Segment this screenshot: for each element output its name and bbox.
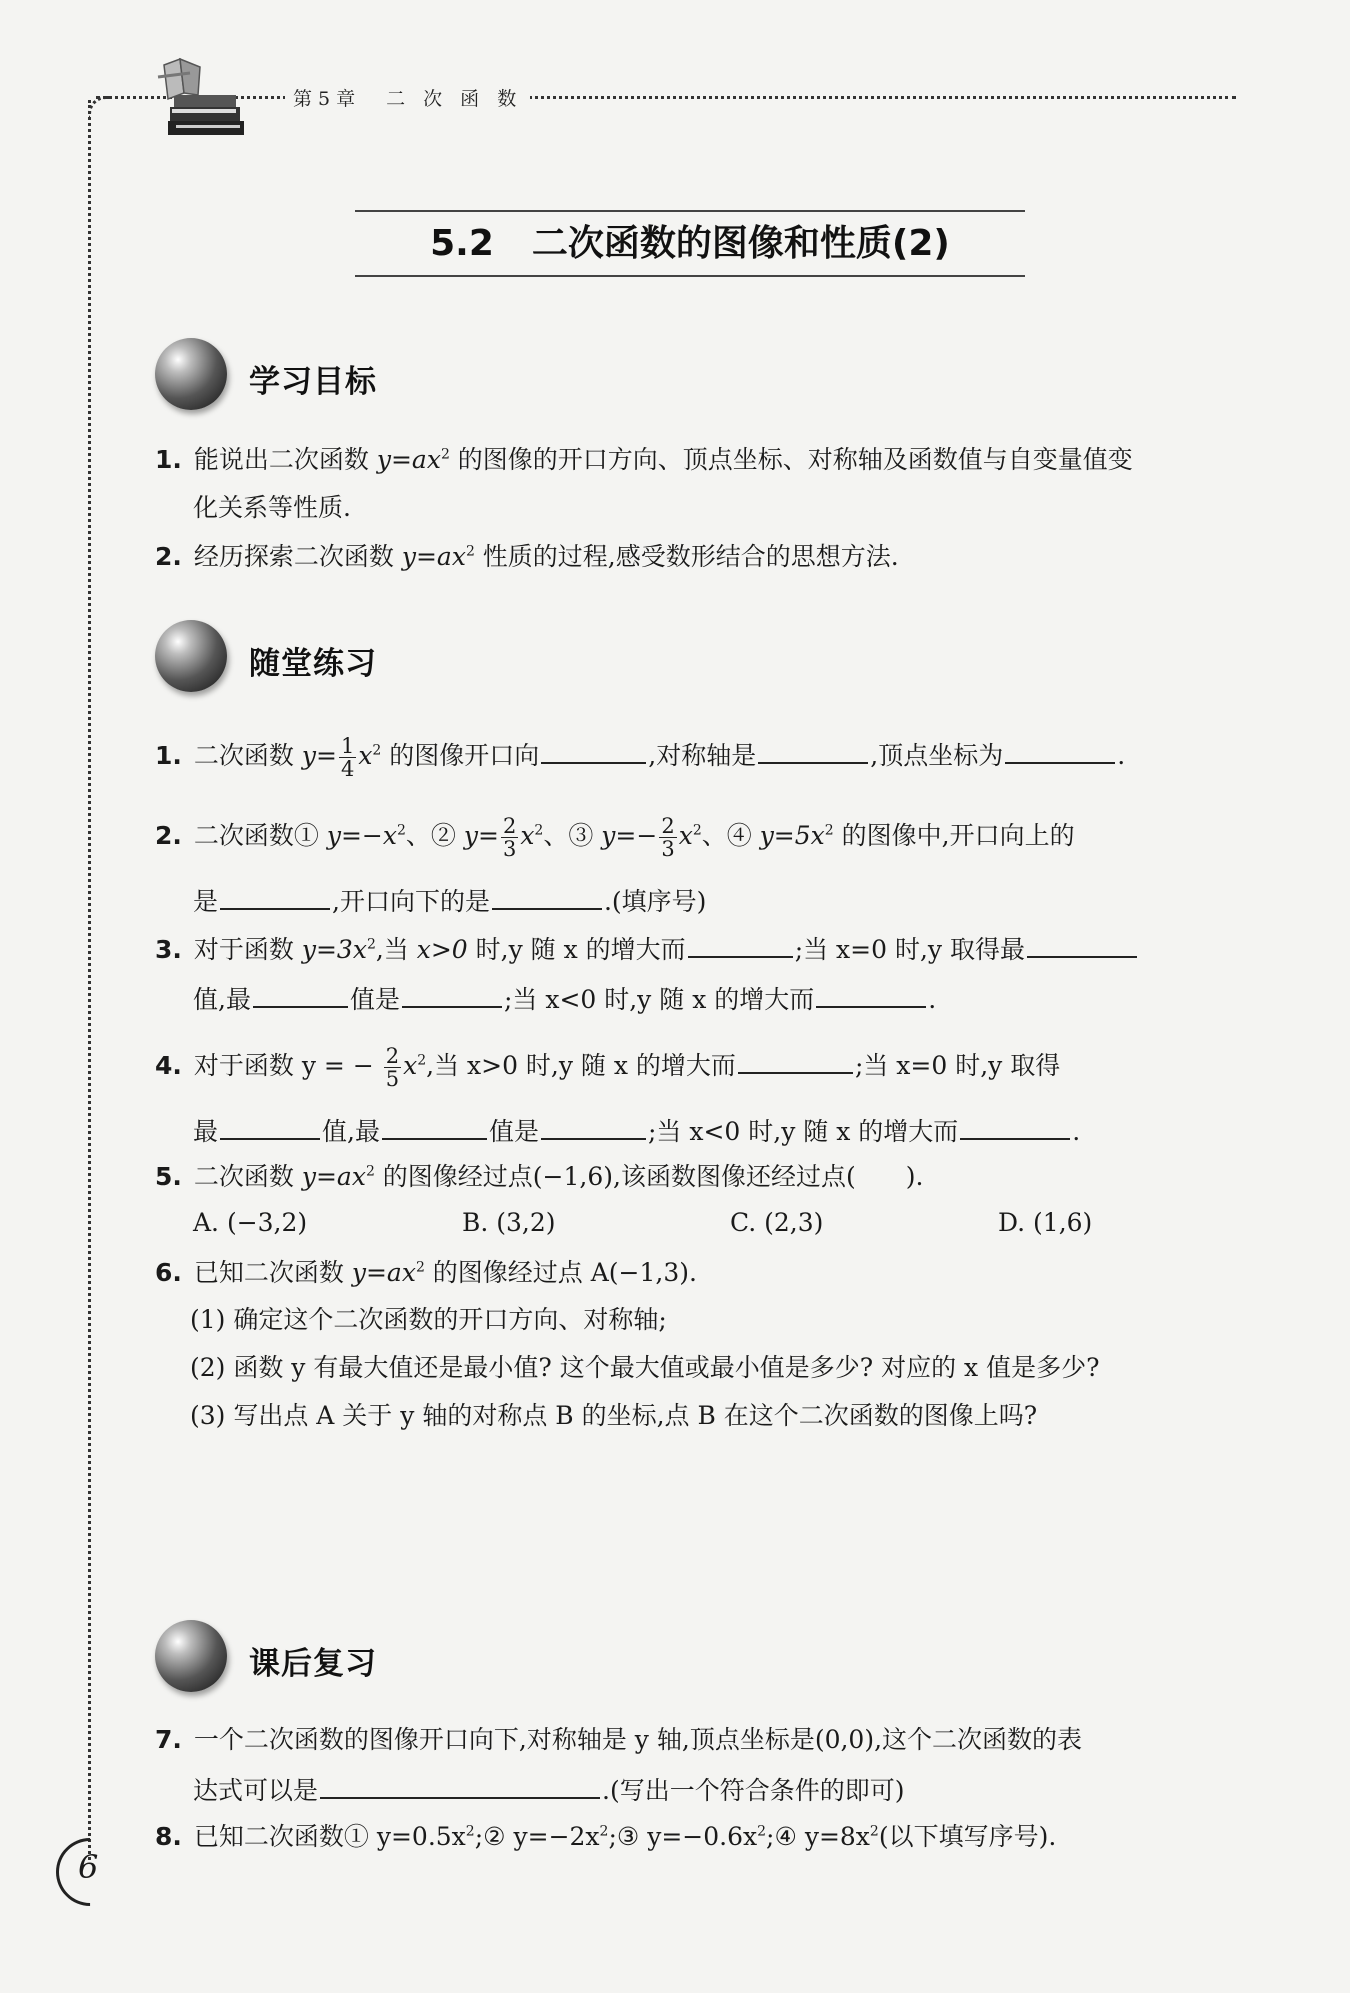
- practice-q2-line-1: [155, 815, 1075, 860]
- text: ;当 x<0 时,y 随 x 的增大而: [647, 1117, 959, 1146]
- exponent: 2: [440, 446, 450, 463]
- answer-blank[interactable]: [492, 882, 602, 910]
- exponent: 2: [396, 822, 406, 839]
- formula: y=−: [601, 821, 658, 850]
- text: ,当: [375, 935, 417, 964]
- exponent: 2: [366, 936, 376, 953]
- option-b[interactable]: B. (3,2): [462, 1208, 556, 1237]
- text: 性质的过程,感受数形结合的思想方法.: [474, 542, 899, 571]
- q6-number: 6.: [155, 1258, 182, 1287]
- denominator: 4: [340, 757, 355, 781]
- numerator: 2: [502, 814, 517, 838]
- practice-q5: [155, 1160, 923, 1194]
- text: 对于函数 y = −: [193, 1051, 382, 1080]
- practice-q6-part-2: (2) 函数 y 有最大值还是最小值? 这个最大值或最小值是多少? 对应的 x 值是多少?: [190, 1353, 1100, 1382]
- title-rule-bottom: [355, 275, 1025, 277]
- q7-number: 7.: [155, 1725, 182, 1754]
- formula: y=ax: [376, 445, 441, 474]
- answer-blank[interactable]: [960, 1112, 1070, 1140]
- side-dotted-line: [88, 100, 91, 1860]
- text: 经历探索二次函数: [193, 542, 402, 571]
- sphere-icon: [155, 338, 227, 410]
- numerator: 1: [340, 734, 355, 758]
- formula: x>0: [416, 935, 468, 964]
- practice-q6: [155, 1256, 697, 1290]
- text: ,对称轴是: [648, 741, 757, 770]
- formula: y=ax: [401, 542, 466, 571]
- exponent: 2: [465, 543, 475, 560]
- text: .(写出一个符合条件的即可): [602, 1776, 905, 1805]
- text: 对于函数: [193, 935, 302, 964]
- fraction: [659, 815, 676, 860]
- chapter-label: 第5章 二 次 函 数: [285, 84, 530, 111]
- text: .: [1117, 741, 1126, 770]
- variable: x: [520, 821, 535, 850]
- answer-blank[interactable]: [382, 1112, 487, 1140]
- q2-number: 2.: [155, 821, 182, 850]
- text: ;② y=−2x: [474, 1822, 600, 1851]
- text: ;当 x<0 时,y 随 x 的增大而: [503, 985, 815, 1014]
- answer-blank[interactable]: [253, 980, 348, 1008]
- option-a[interactable]: A. (−3,2): [193, 1208, 308, 1237]
- goal-1-line-2: 化关系等性质.: [193, 493, 351, 522]
- section-title: [355, 216, 1025, 272]
- formula: y=: [301, 741, 337, 770]
- text: 、②: [405, 821, 464, 850]
- fraction: [384, 1045, 401, 1090]
- exponent: 2: [417, 1052, 427, 1069]
- practice-q3-line-2: [193, 980, 936, 1017]
- text: ;当 x=0 时,y 取得: [854, 1051, 1061, 1080]
- text: ,当 x>0 时,y 随 x 的增大而: [426, 1051, 736, 1080]
- text: 一个二次函数的图像开口向下,对称轴是 y 轴,顶点坐标是(0,0),这个二次函数的表: [193, 1725, 1083, 1754]
- text: 值是: [488, 1117, 539, 1146]
- formula: y=: [463, 821, 499, 850]
- exponent: 2: [465, 1823, 475, 1840]
- review-q8: [155, 1820, 1056, 1854]
- text: 值,最: [193, 985, 251, 1014]
- formula: y=ax: [351, 1258, 416, 1287]
- exponent: 2: [599, 1823, 609, 1840]
- exponent: 2: [869, 1823, 879, 1840]
- text: 、③: [543, 821, 602, 850]
- exponent: 2: [365, 1163, 375, 1180]
- q4-number: 4.: [155, 1051, 182, 1080]
- header-corner: [88, 96, 111, 119]
- answer-blank[interactable]: [738, 1046, 853, 1074]
- formula: y=5x: [759, 821, 825, 850]
- text: 的图像经过点(−1,6),该函数图像还经过点( ).: [374, 1162, 924, 1191]
- exponent: 2: [757, 1823, 767, 1840]
- text: ,开口向下的是: [332, 887, 490, 916]
- text: 的图像的开口方向、顶点坐标、对称轴及函数值与自变量值变: [449, 445, 1133, 474]
- formula: y=−x: [326, 821, 397, 850]
- exponent: 2: [372, 742, 382, 759]
- practice-q2-line-2: [193, 882, 706, 919]
- answer-blank[interactable]: [541, 736, 646, 764]
- exponent: 2: [415, 1259, 425, 1276]
- text: (以下填写序号).: [878, 1822, 1057, 1851]
- text: 的图像开口向: [381, 741, 540, 770]
- text: ;④ y=8x: [766, 1822, 870, 1851]
- text: .: [928, 985, 937, 1014]
- answer-blank[interactable]: [1027, 930, 1137, 958]
- book-stack-icon: [150, 55, 250, 145]
- answer-blank[interactable]: [758, 736, 868, 764]
- denominator: 3: [661, 837, 675, 861]
- text: 达式可以是: [193, 1776, 319, 1805]
- text: 已知二次函数① y=0.5x: [193, 1822, 466, 1851]
- text: 值,最: [322, 1117, 380, 1146]
- section-title-text: 二次函数的图像和性质(2): [531, 223, 950, 264]
- practice-q3-line-1: [155, 930, 1139, 967]
- sphere-icon: [155, 1620, 227, 1692]
- review-label: 课后复习: [249, 1646, 377, 1682]
- answer-blank[interactable]: [220, 1112, 320, 1140]
- text: 已知二次函数: [193, 1258, 352, 1287]
- text: 是: [193, 887, 219, 916]
- answer-blank[interactable]: [402, 980, 502, 1008]
- text: 、④: [701, 821, 760, 850]
- denominator: 3: [502, 837, 517, 861]
- text: 值是: [349, 985, 400, 1014]
- answer-blank[interactable]: [320, 1771, 600, 1799]
- practice-q6-part-3: (3) 写出点 A 关于 y 轴的对称点 B 的坐标,点 B 在这个二次函数的图像上吗?: [190, 1401, 1038, 1430]
- text: 时,y 随 x 的增大而: [467, 935, 686, 964]
- answer-blank[interactable]: [688, 930, 793, 958]
- answer-blank[interactable]: [220, 882, 330, 910]
- denominator: 5: [385, 1067, 400, 1091]
- option-c[interactable]: C. (2,3): [730, 1208, 824, 1237]
- exponent: 2: [534, 822, 544, 839]
- q3-number: 3.: [155, 935, 182, 964]
- text: .(填序号): [603, 887, 707, 916]
- exponent: 2: [692, 822, 702, 839]
- q8-number: 8.: [155, 1822, 182, 1851]
- answer-blank[interactable]: [541, 1112, 646, 1140]
- text: 二次函数: [193, 741, 302, 770]
- goal-2: [155, 540, 899, 574]
- formula: y=3x: [301, 935, 367, 964]
- practice-q4-line-1: [155, 1045, 1060, 1090]
- variable: x: [403, 1051, 418, 1080]
- text: ,顶点坐标为: [870, 741, 1004, 770]
- header-dotted-line: [96, 96, 1236, 99]
- text: 二次函数: [193, 1162, 302, 1191]
- fraction: [339, 735, 356, 780]
- goal-1-number: 1.: [155, 445, 182, 474]
- numerator: 2: [661, 814, 675, 838]
- practice-q1: [155, 735, 1125, 780]
- globe-icon: [155, 620, 227, 692]
- answer-blank[interactable]: [816, 980, 926, 1008]
- q5-number: 5.: [155, 1162, 182, 1191]
- section-number: 5.2: [430, 223, 494, 264]
- variable: x: [678, 821, 693, 850]
- variable: x: [358, 741, 373, 770]
- text: 最: [193, 1117, 219, 1146]
- q1-number: 1.: [155, 741, 182, 770]
- answer-blank[interactable]: [1005, 736, 1115, 764]
- exponent: 2: [824, 822, 834, 839]
- review-q7-line-2: [193, 1771, 904, 1808]
- practice-q6-part-1: (1) 确定这个二次函数的开口方向、对称轴;: [190, 1305, 667, 1334]
- review-q7-line-1: [155, 1723, 1082, 1757]
- option-d[interactable]: D. (1,6): [998, 1208, 1093, 1237]
- title-rule-top: [355, 210, 1025, 212]
- goal-2-number: 2.: [155, 542, 182, 571]
- fraction: [501, 815, 518, 860]
- practice-q4-line-2: [193, 1112, 1080, 1149]
- page-number: 6: [78, 1848, 99, 1886]
- goal-1-line-1: [155, 443, 1133, 477]
- text: 二次函数①: [193, 821, 327, 850]
- text: 的图像中,开口向上的: [833, 821, 1075, 850]
- text: 的图像经过点 A(−1,3).: [424, 1258, 697, 1287]
- numerator: 2: [385, 1044, 400, 1068]
- text: 能说出二次函数: [193, 445, 377, 474]
- goals-label: 学习目标: [249, 364, 377, 400]
- formula: y=ax: [301, 1162, 366, 1191]
- text: .: [1072, 1117, 1081, 1146]
- text: ;③ y=−0.6x: [608, 1822, 758, 1851]
- text: ;当 x=0 时,y 取得最: [794, 935, 1025, 964]
- practice-label: 随堂练习: [249, 646, 377, 682]
